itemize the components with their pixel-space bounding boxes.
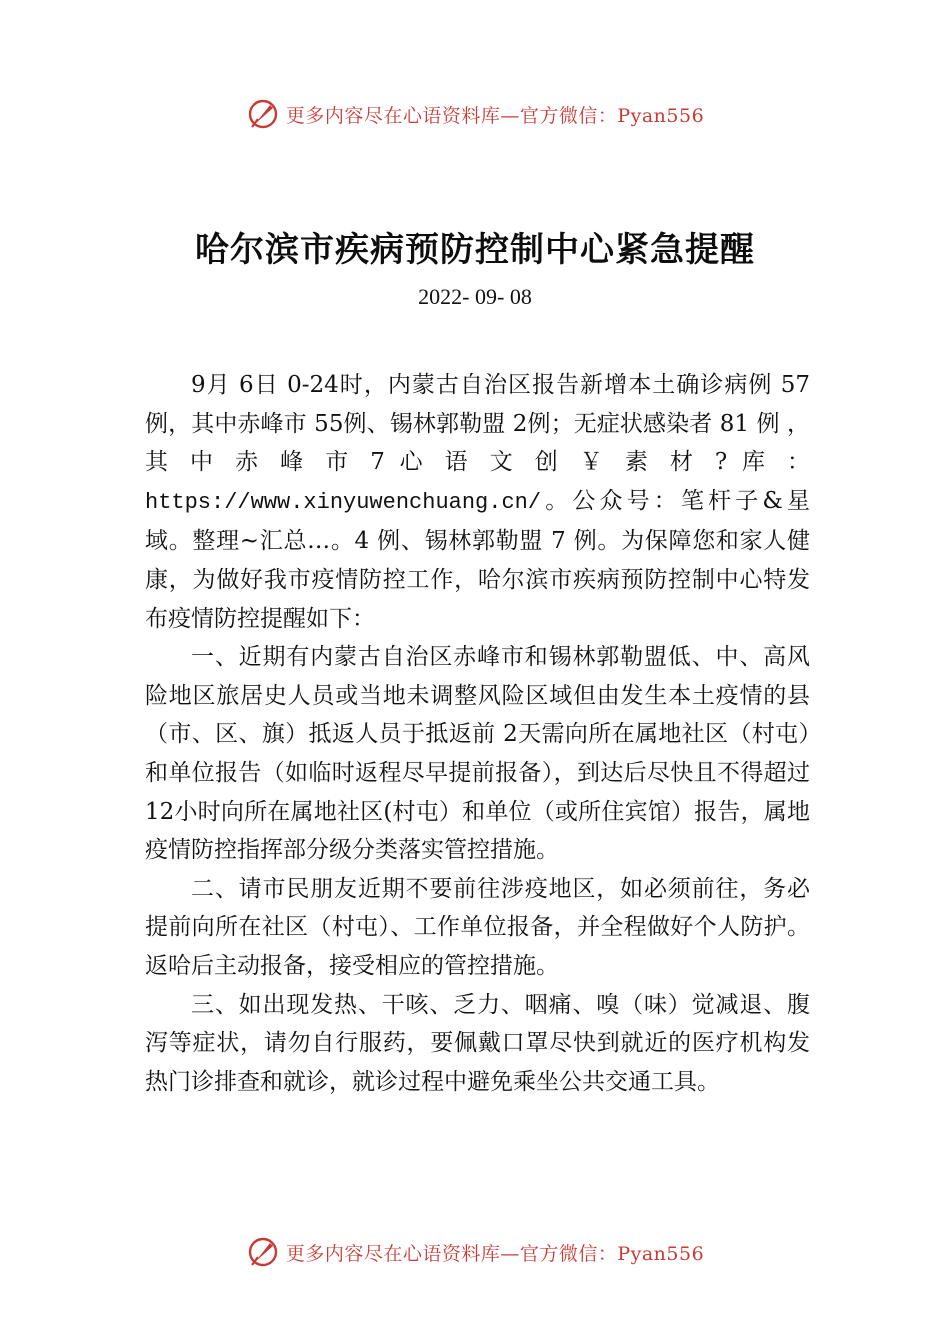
watermark-text: 更多内容尽在心语资料库—官方微信：Pyan556 [285, 104, 705, 127]
quill-pen-icon [246, 1235, 280, 1269]
intro-url: https://www.xinyuwenchuang.cn/ [145, 489, 542, 515]
quill-pen-icon [246, 97, 280, 131]
list-item: 三、如出现发热、干咳、乏力、咽痛、嗅（味）觉减退、腹泻等症状，请勿自行服药，要佩戴口罩尽快到就近的医疗机构发热门诊排查和就诊，就诊过程中避免乘坐公共交通工具。 [145, 991, 810, 1095]
header-watermark [0, 94, 950, 134]
document-body [145, 366, 810, 1101]
footer-watermark [0, 1232, 950, 1272]
intro-paragraph [145, 366, 810, 638]
list-item: 二、请市民朋友近期不要前往涉疫地区，如必须前往，务必提前向所在社区（村屯）、工作单位报备，并全程做好个人防护。返哈后主动报备，接受相应的管控措施。 [145, 875, 810, 979]
watermark-text: 更多内容尽在心语资料库—官方微信：Pyan556 [285, 1242, 705, 1265]
intro-text-b: 。公众号：笔杆子&星域。整理~汇总…。4 例、锡林郭勒盟 7 例。为保障您和家人健康，为做好我市疫情防控工作，哈尔滨市疾病预防控制中心特发布疫情防控提醒如下： [145, 487, 810, 632]
document-title: 哈尔滨市疾病预防控制中心紧急提醒 [195, 230, 755, 270]
list-item: 一、近期有内蒙古自治区赤峰市和锡林郭勒盟低、中、高风险地区旅居史人员或当地未调整风险区域但由发生本土疫情的县（市、区、旗）抵返人员于抵返前 2天需向所在属地社区（村屯）和单位报告（如临时返程尽早提前报备），到达后尽快且不得超过 12小时向所在属地社区(村屯）和单位（或所住宾馆）报告，属地疫情防控指挥部分级分类落实管控措施。 [145, 644, 810, 864]
intro-text-a: 9月 6日 0-24时，内蒙古自治区报告新增本土确诊病例 57例，其中赤峰市 55例、锡林郭勒盟 2例；无症状感染者 81 例 ， 其 中 赤 峰 市 7 心 语 文 创 ￥ 素 材 ? 库 ： [145, 372, 810, 476]
document-date: 2022- 09- 08 [418, 284, 532, 309]
